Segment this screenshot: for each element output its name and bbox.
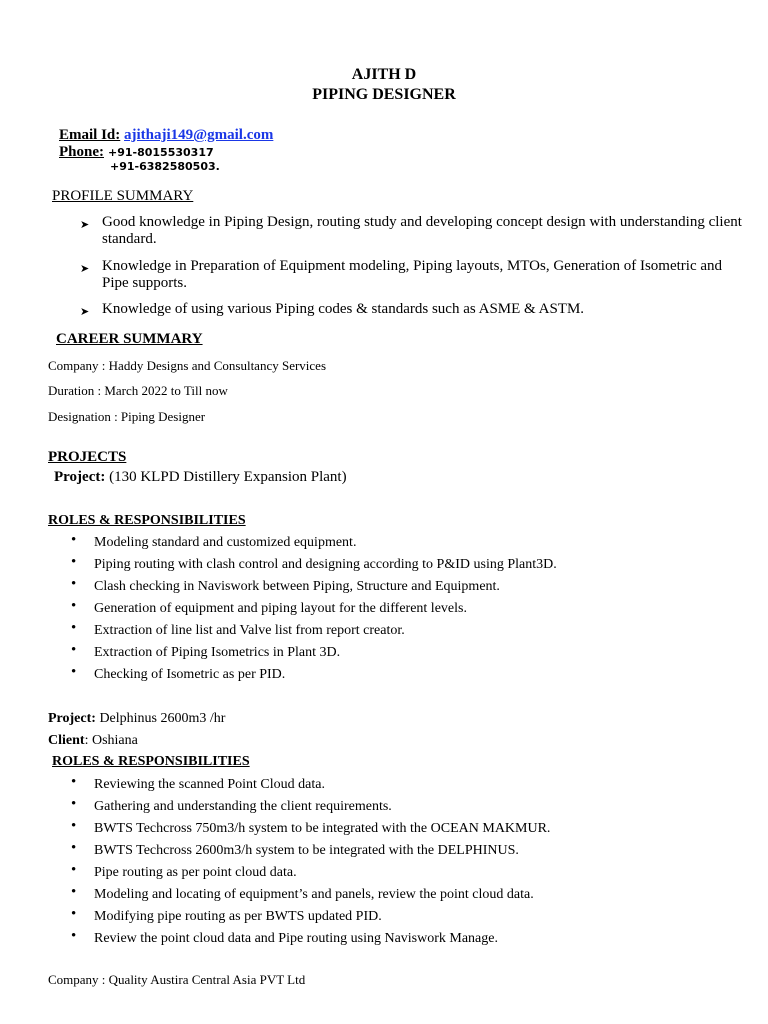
profile-bullet-3: Knowledge of using various Piping codes & standards such as ASME & ASTM. <box>102 301 585 317</box>
role-item: Modifying pipe routing as per BWTS updated PID. <box>94 909 382 924</box>
career-duration: Duration : March 2022 to Till now <box>48 383 228 398</box>
project-2-value: Delphinus 2600m3 /hr <box>99 711 226 726</box>
phone-number-2: +91-6382580503. <box>110 160 220 173</box>
phone-number-1: +91-8015530317 <box>108 146 214 159</box>
project-1-value: (130 KLPD Distillery Expansion Plant) <box>109 469 347 485</box>
role-item: Generation of equipment and piping layout for the different levels. <box>94 601 467 616</box>
arrowhead-bullet-icon: ➤ <box>80 262 90 275</box>
client-label: Client <box>48 733 85 748</box>
client-value: : Oshiana <box>84 733 138 748</box>
email-link[interactable]: ajithaji149@gmail.com <box>124 127 274 143</box>
profile-bullet-2: Knowledge in Preparation of Equipment modeling, Piping layouts, MTOs, Generation of Isometric and Pipe supports. <box>102 258 723 291</box>
filled-circle-bullet-icon: • <box>71 796 77 812</box>
role-item: Clash checking in Naviswork between Piping, Structure and Equipment. <box>94 579 500 594</box>
arrowhead-bullet-icon: ➤ <box>80 305 90 318</box>
filled-circle-bullet-icon: • <box>71 554 77 570</box>
role-item: Pipe routing as per point cloud data. <box>94 865 297 880</box>
filled-circle-bullet-icon: • <box>71 598 77 614</box>
filled-circle-bullet-icon: • <box>71 620 77 636</box>
filled-circle-bullet-icon: • <box>71 884 77 900</box>
role-item: BWTS Techcross 2600m3/h system to be integrated with the DELPHINUS. <box>94 843 519 858</box>
role-item: Modeling standard and customized equipment. <box>94 535 357 550</box>
role-item: BWTS Techcross 750m3/h system to be integrated with the OCEAN MAKMUR. <box>94 821 551 836</box>
filled-circle-bullet-icon: • <box>71 840 77 856</box>
career-summary-heading: CAREER SUMMARY <box>56 331 203 347</box>
phone-label: Phone: <box>59 144 104 160</box>
role-item: Extraction of Piping Isometrics in Plant 3D. <box>94 645 341 660</box>
projects-heading: PROJECTS <box>48 449 127 465</box>
filled-circle-bullet-icon: • <box>71 642 77 658</box>
client-line <box>48 733 138 749</box>
filled-circle-bullet-icon: • <box>71 928 77 944</box>
career-designation: Designation : Piping Designer <box>48 409 206 424</box>
resume-role: PIPING DESIGNER <box>312 86 456 103</box>
project-1-label: Project: <box>54 469 106 485</box>
project-2-line <box>48 711 225 727</box>
footer-company: Company : Quality Austira Central Asia PVT Ltd <box>48 972 306 987</box>
roles-heading-2: ROLES & RESPONSIBILITIES <box>52 754 250 769</box>
role-item: Gathering and understanding the client requirements. <box>94 799 392 814</box>
phone-line <box>59 143 214 161</box>
email-line <box>59 127 273 144</box>
project-2-label: Project: <box>48 711 96 726</box>
filled-circle-bullet-icon: • <box>71 818 77 834</box>
filled-circle-bullet-icon: • <box>71 862 77 878</box>
role-item: Extraction of line list and Valve list from report creator. <box>94 623 405 638</box>
filled-circle-bullet-icon: • <box>71 664 77 680</box>
profile-bullet-1: Good knowledge in Piping Design, routing study and developing concept design with understanding client standard. <box>102 214 742 247</box>
resume-name: AJITH D <box>351 66 417 83</box>
filled-circle-bullet-icon: • <box>71 532 77 548</box>
project-1-line <box>54 469 347 486</box>
roles-heading-1: ROLES & RESPONSIBILITIES <box>48 513 246 528</box>
filled-circle-bullet-icon: • <box>71 774 77 790</box>
email-label: Email Id: <box>59 127 121 143</box>
career-company: Company : Haddy Designs and Consultancy Services <box>48 358 327 373</box>
role-item: Review the point cloud data and Pipe routing using Naviswork Manage. <box>94 931 498 946</box>
role-item: Reviewing the scanned Point Cloud data. <box>94 777 325 792</box>
filled-circle-bullet-icon: • <box>71 906 77 922</box>
arrowhead-bullet-icon: ➤ <box>80 218 90 231</box>
role-item: Piping routing with clash control and designing according to P&ID using Plant3D. <box>94 557 557 572</box>
role-item: Checking of Isometric as per PID. <box>94 667 286 682</box>
filled-circle-bullet-icon: • <box>71 576 77 592</box>
profile-summary-heading: PROFILE SUMMARY <box>52 188 194 204</box>
role-item: Modeling and locating of equipment’s and panels, review the point cloud data. <box>94 887 534 902</box>
